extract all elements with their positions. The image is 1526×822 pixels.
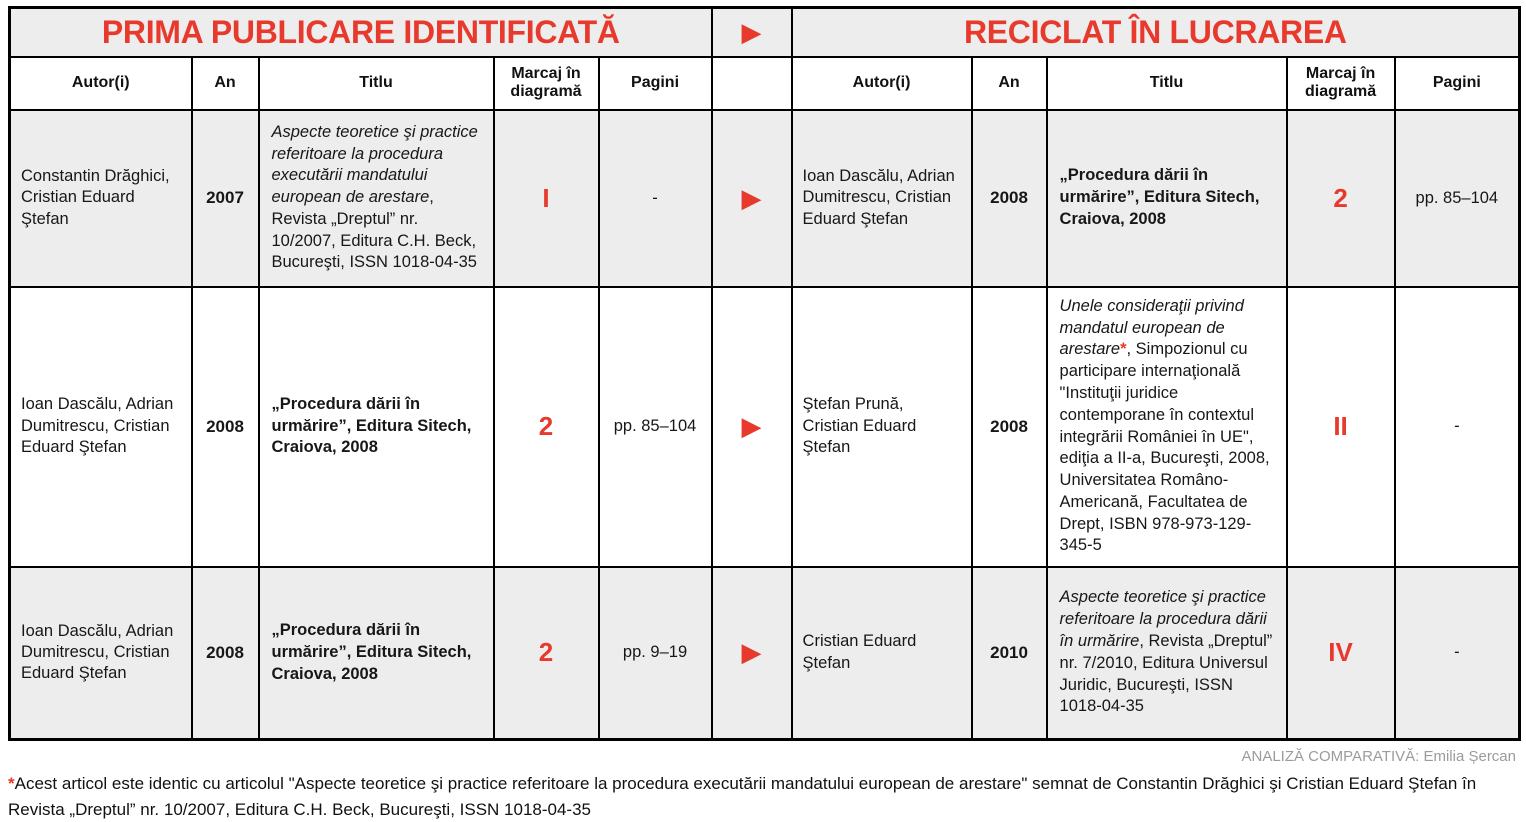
cell-marcaj-right: II [1287,287,1395,567]
footnote-text: Acest articol este identic cu articolul "Aspecte teoretice şi practice referitoare la procedura executării mandatului european de arestare" semnat de Constantin Drăghici şi Cristian Eduard Ştefan în Revista „Dreptul” nr. 10/2007, Editura C.H. Beck, Bucureşti, ISSN 1018-04-35 [8,774,1477,819]
cell-autor-right: Ştefan Prună, Cristian Eduard Ştefan [792,287,972,567]
arrow-right-icon: ▶ [741,16,762,47]
section-title-row [10,8,1520,57]
left-section-title: PRIMA PUBLICARE IDENTIFICATĂ [10,8,712,57]
right-section-title: RECICLAT ÎN LUCRAREA [792,8,1520,57]
table-row [10,287,1520,567]
title-rest-part: , Revista „Dreptul” nr. 10/2007, Editura C.H. Beck, Bucureşti, ISSN 1018-04-35 [271,188,477,272]
column-header-row [10,57,1520,110]
table-row [10,110,1520,287]
col-header-right-marcaj: Marcaj în diagramă [1287,57,1395,110]
cell-an-left: 2008 [192,287,259,567]
title-bold-part: „Procedura dării în urmărire”, Editura Sitech, Craiova, 2008 [271,621,472,683]
title-rest-part: , Simpozionul cu participare internaţională "Instituţii juridice contemporane în contextul integrării României în UE", ediţia a II-a, Bucureşti, 2008, Universitatea Româno-Americană, Facultatea de Drept, ISBN 978-973-129-345-5 [1059,340,1270,555]
cell-pagini-left: pp. 85–104 [599,287,712,567]
header-arrow-cell [712,8,792,57]
col-header-left-titlu: Titlu [259,57,494,110]
cell-titlu-right [1047,567,1287,740]
cell-pagini-right: - [1395,287,1520,567]
footnote [8,771,1514,822]
cell-pagini-right: pp. 85–104 [1395,110,1520,287]
cell-pagini-right: - [1395,567,1520,740]
cell-autor-right: Cristian Eduard Ştefan [792,567,972,740]
col-header-right-autor: Autor(i) [792,57,972,110]
cell-marcaj-left: I [494,110,599,287]
cell-autor-left: Ioan Dascălu, Adrian Dumitrescu, Cristian Eduard Ştefan [10,287,192,567]
cell-marcaj-right: IV [1287,567,1395,740]
arrow-right-icon: ▶ [741,411,762,441]
table-row [10,567,1520,740]
comparison-table [8,6,1521,741]
title-italic-part: Aspecte teoretice şi practice referitoare la procedura executării mandatului european de arestare [271,122,478,207]
cell-marcaj-left: 2 [494,287,599,567]
cell-an-left: 2008 [192,567,259,740]
cell-marcaj-right: 2 [1287,110,1395,287]
arrow-right-icon: ▶ [741,182,762,213]
cell-an-left: 2007 [192,110,259,287]
cell-autor-left: Constantin Drăghici, Cristian Eduard Ştefan [10,110,192,287]
attribution: ANALIZĂ COMPARATIVĂ: Emilia Șercan [1241,748,1516,765]
cell-an-right: 2008 [972,287,1047,567]
arrow-right-icon: ▶ [741,637,762,668]
cell-marcaj-left: 2 [494,567,599,740]
col-header-left-pagini: Pagini [599,57,712,110]
cell-titlu-left [259,110,494,287]
cell-titlu-left [259,567,494,740]
cell-an-right: 2010 [972,567,1047,740]
col-header-right-an: An [972,57,1047,110]
footnote-marker-icon: * [1120,340,1127,359]
footnote-asterisk-icon: * [8,774,15,793]
cell-pagini-left: pp. 9–19 [599,567,712,740]
title-rest-part: , Revista „Dreptul” nr. 7/2010, Editura Universul Juridic, Bucureşti, ISSN 1018-04-35 [1059,631,1273,716]
row-arrow-cell [712,567,792,740]
cell-titlu-right [1047,287,1287,567]
title-bold-part: „Procedura dării în urmărire”, Editura Sitech, Craiova, 2008 [1059,166,1260,228]
col-header-left-autor: Autor(i) [10,57,192,110]
cell-an-right: 2008 [972,110,1047,287]
cell-autor-right: Ioan Dascălu, Adrian Dumitrescu, Cristian Eduard Ştefan [792,110,972,287]
cell-titlu-left [259,287,494,567]
cell-autor-left: Ioan Dascălu, Adrian Dumitrescu, Cristian Eduard Ştefan [10,567,192,740]
cell-titlu-right [1047,110,1287,287]
title-bold-part: „Procedura dării în urmărire”, Editura Sitech, Craiova, 2008 [271,394,472,457]
title-italic-part: Aspecte teoretice şi practice referitoare la procedura dării în urmărire [1059,588,1267,650]
row-arrow-cell [712,287,792,567]
col-header-right-pagini: Pagini [1395,57,1520,110]
col-header-right-titlu: Titlu [1047,57,1287,110]
cell-pagini-left: - [599,110,712,287]
col-header-left-marcaj: Marcaj în diagramă [494,57,599,110]
col-header-left-an: An [192,57,259,110]
title-italic-part: Unele consideraţii privind mandatul european de arestare [1059,296,1244,359]
col-header-arrow-spacer [712,57,792,110]
row-arrow-cell [712,110,792,287]
